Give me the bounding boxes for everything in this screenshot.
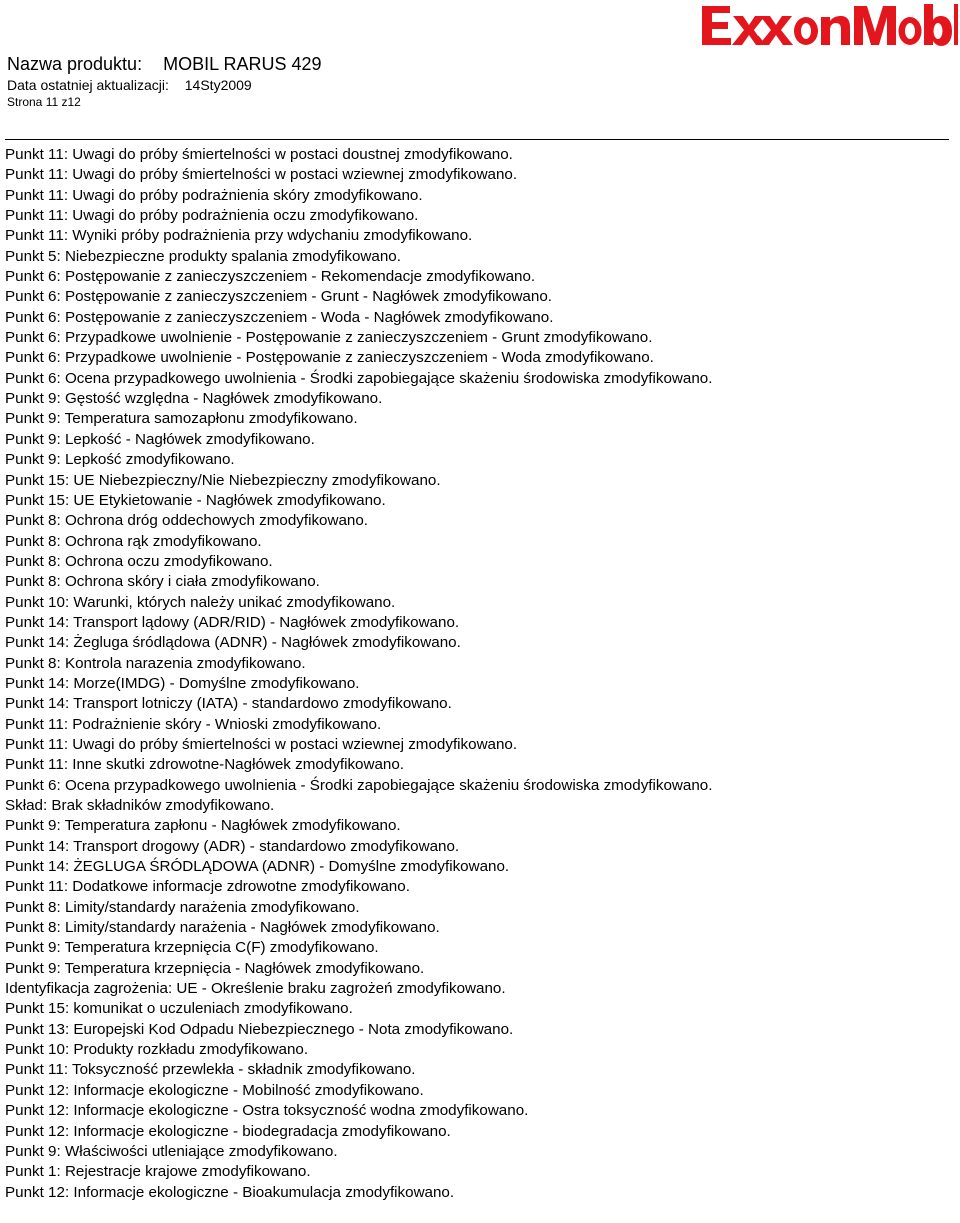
- change-log-line: Punkt 14: Transport lądowy (ADR/RID) - Nagłówek zmodyfikowano.: [5, 613, 460, 631]
- change-log-line: Punkt 12: Informacje ekologiczne - biodegradacja zmodyfikowano.: [5, 1122, 451, 1140]
- document-header: [0, 0, 960, 142]
- change-log-line: Punkt 1: Rejestracje krajowe zmodyfikowano.: [5, 1163, 311, 1181]
- change-log-line: Punkt 6: Przypadkowe uwolnienie - Postępowanie z zanieczyszczeniem - Woda zmodyfikowano.: [5, 349, 654, 367]
- change-log-line: Punkt 9: Właściwości utleniające zmodyfikowano.: [5, 1142, 338, 1160]
- change-log-line: Punkt 14: Transport drogowy (ADR) - standardowo zmodyfikowano.: [5, 837, 460, 855]
- change-log-line: Punkt 14: Żegluga śródlądowa (ADNR) - Nagłówek zmodyfikowano.: [5, 634, 461, 652]
- change-log-line: Punkt 15: UE Etykietowanie - Nagłówek zmodyfikowano.: [5, 491, 386, 509]
- change-log-line: Punkt 15: UE Niebezpieczny/Nie Niebezpieczny zmodyfikowano.: [5, 471, 441, 489]
- change-log-line: Punkt 10: Produkty rozkładu zmodyfikowano.: [5, 1041, 309, 1059]
- change-log-line: Punkt 14: Morze(IMDG) - Domyślne zmodyfikowano.: [5, 674, 360, 692]
- change-log-line: Punkt 6: Ocena przypadkowego uwolnienia - Środki zapobiegające skażeniu środowiska zmodyfikowano.: [5, 776, 713, 794]
- change-log-line: Punkt 12: Informacje ekologiczne - Mobilność zmodyfikowano.: [5, 1081, 424, 1099]
- change-log-line: Punkt 11: Inne skutki zdrowotne-Nagłówek zmodyfikowano.: [5, 756, 405, 774]
- change-log-line: Punkt 12: Informacje ekologiczne - Bioakumulacja zmodyfikowano.: [5, 1183, 455, 1201]
- change-log-line: Punkt 11: Uwagi do próby śmiertelności w postaci wziewnej zmodyfikowano.: [5, 166, 518, 184]
- change-log-line: Identyfikacja zagrożenia: UE - Określenie braku zagrożeń zmodyfikowano.: [5, 980, 506, 998]
- change-log-line: Punkt 6: Przypadkowe uwolnienie - Postępowanie z zanieczyszczeniem - Grunt zmodyfikowano.: [5, 329, 653, 347]
- change-log-line: Punkt 8: Limity/standardy narażenia zmodyfikowano.: [5, 898, 360, 916]
- change-log-line: Punkt 14: Transport lotniczy (IATA) - standardowo zmodyfikowano.: [5, 695, 452, 713]
- change-log-line: Punkt 13: Europejski Kod Odpadu Niebezpiecznego - Nota zmodyfikowano.: [5, 1020, 514, 1038]
- change-log-line: Punkt 11: Uwagi do próby podrażnienia oczu zmodyfikowano.: [5, 207, 419, 225]
- change-log-line: Punkt 11: Wyniki próby podrażnienia przy wdychaniu zmodyfikowano.: [5, 227, 473, 245]
- change-log-line: Punkt 8: Limity/standardy narażenia - Nagłówek zmodyfikowano.: [5, 919, 440, 937]
- change-log-line: Punkt 8: Ochrona skóry i ciała zmodyfikowano.: [5, 573, 320, 591]
- change-log-line: Punkt 5: Niebezpieczne produkty spalania zmodyfikowano.: [5, 247, 401, 265]
- product-name-label: Nazwa produktu:: [7, 54, 143, 74]
- last-update-label: Data ostatniej aktualizacji:: [7, 77, 169, 93]
- change-log-line: Punkt 6: Postępowanie z zanieczyszczeniem - Woda - Nagłówek zmodyfikowano.: [5, 308, 554, 326]
- change-log-line: Punkt 8: Ochrona oczu zmodyfikowano.: [5, 552, 273, 570]
- change-log-line: Punkt 11: Uwagi do próby śmiertelności w postaci doustnej zmodyfikowano.: [5, 146, 513, 163]
- last-update-value: 14Sty2009: [184, 77, 252, 93]
- change-log-line: Punkt 14: ŻEGLUGA ŚRÓDLĄDOWA (ADNR) - Domyślne zmodyfikowano.: [5, 858, 510, 876]
- change-log-line: Punkt 9: Lepkość - Nagłówek zmodyfikowano.: [5, 430, 315, 448]
- change-log-line: Punkt 15: komunikat o uczuleniach zmodyfikowano.: [5, 1000, 353, 1018]
- change-log-line: Punkt 9: Temperatura krzepnięcia - Nagłówek zmodyfikowano.: [5, 959, 425, 977]
- change-log-line: Skład: Brak składników zmodyfikowano.: [5, 797, 275, 814]
- change-log-line: Punkt 9: Temperatura krzepnięcia C(F) zmodyfikowano.: [5, 939, 379, 957]
- change-log-line: Punkt 11: Dodatkowe informacje zdrowotne zmodyfikowano.: [5, 878, 410, 896]
- product-name-line: [7, 54, 321, 74]
- change-log-line: Punkt 11: Podrażnienie skóry - Wnioski zmodyfikowano.: [5, 715, 382, 733]
- change-log-line: Punkt 10: Warunki, których należy unikać zmodyfikowano.: [5, 593, 396, 611]
- change-log-line: Punkt 9: Lepkość zmodyfikowano.: [5, 451, 235, 469]
- change-log-list: [5, 145, 955, 1203]
- change-log-line: Punkt 8: Kontrola narazenia zmodyfikowano.: [5, 654, 306, 672]
- change-log-line: Punkt 9: Temperatura samozapłonu zmodyfikowano.: [5, 410, 358, 428]
- change-log-line: Punkt 6: Postępowanie z zanieczyszczeniem - Rekomendacje zmodyfikowano.: [5, 268, 536, 286]
- change-log-line: Punkt 9: Temperatura zapłonu - Nagłówek zmodyfikowano.: [5, 817, 401, 835]
- change-log-line: Punkt 6: Postępowanie z zanieczyszczeniem - Grunt - Nagłówek zmodyfikowano.: [5, 288, 552, 306]
- change-log-line: Punkt 8: Ochrona rąk zmodyfikowano.: [5, 532, 262, 550]
- exxonmobil-logo: [700, 0, 958, 52]
- change-log-line: Punkt 6: Ocena przypadkowego uwolnienia - Środki zapobiegające skażeniu środowiska zmodyfikowano.: [5, 369, 713, 387]
- change-log-line: Punkt 11: Uwagi do próby podrażnienia skóry zmodyfikowano.: [5, 186, 423, 204]
- page-number: Strona 11 z12: [7, 95, 81, 109]
- change-log-line: Punkt 9: Gęstość względna - Nagłówek zmodyfikowano.: [5, 390, 383, 408]
- product-name-value: MOBIL RARUS 429: [163, 54, 322, 74]
- change-log-line: Punkt 11: Uwagi do próby śmiertelności w postaci wziewnej zmodyfikowano.: [5, 735, 518, 753]
- header-divider: [5, 139, 949, 140]
- change-log-line: Punkt 12: Informacje ekologiczne - Ostra toksyczność wodna zmodyfikowano.: [5, 1102, 529, 1120]
- change-log-line: Punkt 11: Toksyczność przewlekła - składnik zmodyfikowano.: [5, 1061, 416, 1079]
- last-update-line: [7, 77, 252, 93]
- change-log-line: Punkt 8: Ochrona dróg oddechowych zmodyfikowano.: [5, 512, 369, 530]
